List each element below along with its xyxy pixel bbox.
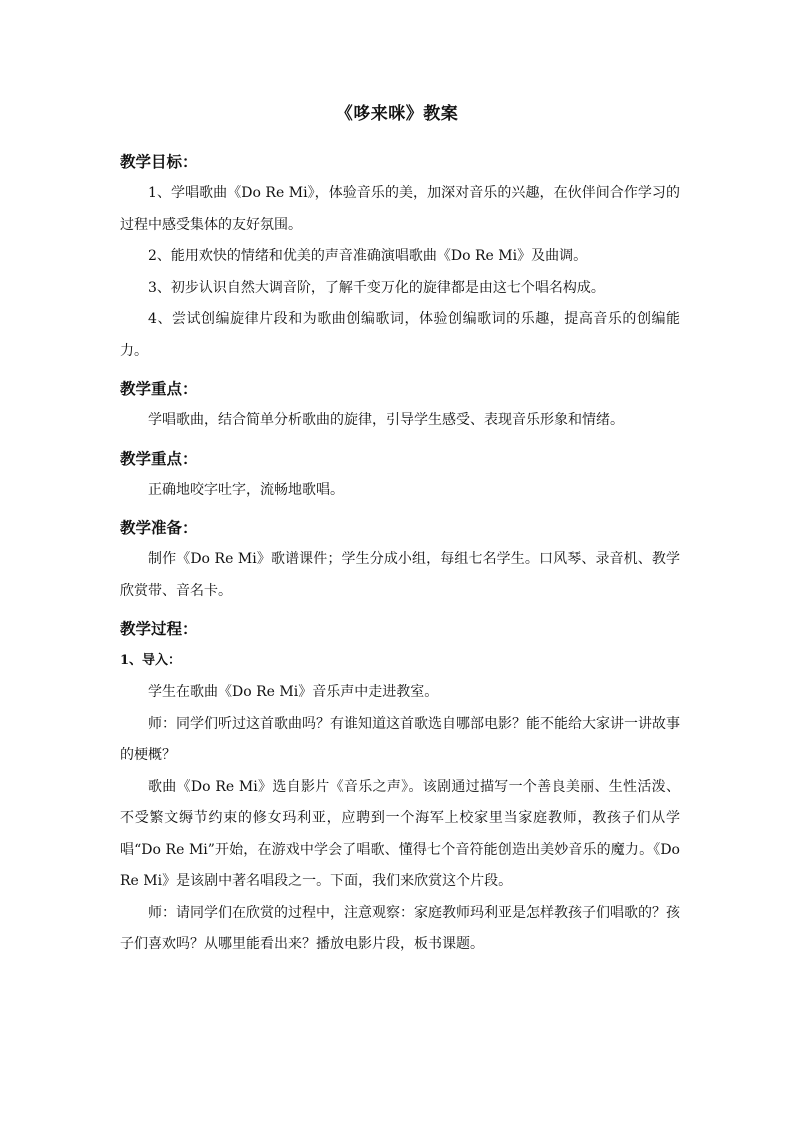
section-heading-key-points-2: 教学重点：: [120, 448, 198, 468]
key-points-2-paragraph: 正确地咬字吐字，流畅地歌唱。: [148, 481, 344, 498]
objective-paragraph-3: 3、初步认识自然大调音阶，了解千变万化的旋律都是由这七个唱名构成。: [148, 279, 605, 296]
section-heading-key-points: 教学重点：: [120, 379, 198, 398]
objective-paragraph-2: 2、能用欢快的情绪和优美的声音准确演唱歌曲《Do Re Mi》及曲调。: [148, 248, 588, 264]
document-title: 《哆来咪》教案: [335, 104, 459, 124]
key-points-paragraph: 学唱歌曲，结合简单分析歌曲的旋律，引导学生感受、表现音乐形象和情绪。: [148, 412, 624, 428]
process-paragraph-3: 歌曲《Do Re Mi》选自影片《音乐之声》。该剧通过描写一个善良美丽、生性活泼、不受繁文缛节约束的修女玛利亚，应聘到一个海军上校家里当家庭教师，教孩子们从学唱“Do Re Mi”开始，在游戏中学会了唱歌、懂得七个音符能创造出美妙音乐的魔力。《Do Re Mi》是该剧中著名唱段之一。下面，我们来欣赏这个片段。: [120, 778, 680, 889]
section-heading-objectives: 教学目标：: [120, 152, 198, 171]
preparation-paragraph: 制作《Do Re Mi》歌谱课件；学生分成小组，每组七名学生。口风琴、录音机、教学欣赏带、音名卡。: [120, 551, 680, 599]
process-paragraph-2: 师：同学们听过这首歌曲吗？有谁知道这首歌选自哪部电影？能不能给大家讲一讲故事的梗概？: [120, 715, 680, 763]
process-subheading-intro: 1、导入：: [120, 653, 182, 668]
section-heading-preparation: 教学准备：: [120, 518, 198, 537]
process-paragraph-1: 学生在歌曲《Do Re Mi》音乐声中走进教室。: [148, 684, 439, 700]
objective-paragraph-1: 1、学唱歌曲《Do Re Mi》，体验音乐的美，加深对音乐的兴趣，在伙伴间合作学习的过程中感受集体的友好氛围。: [120, 185, 680, 233]
section-heading-process: 教学过程：: [120, 619, 198, 638]
document-body: [120, 146, 680, 961]
objective-paragraph-4: 4、尝试创编旋律片段和为歌曲创编歌词，体验创编歌词的乐趣，提高音乐的创编能力。: [120, 311, 680, 359]
process-paragraph-4: 师：请同学们在欣赏的过程中，注意观察：家庭教师玛利亚是怎样教孩子们唱歌的？孩子们喜欢吗？从哪里能看出来？播放电影片段，板书课题。: [120, 904, 680, 952]
